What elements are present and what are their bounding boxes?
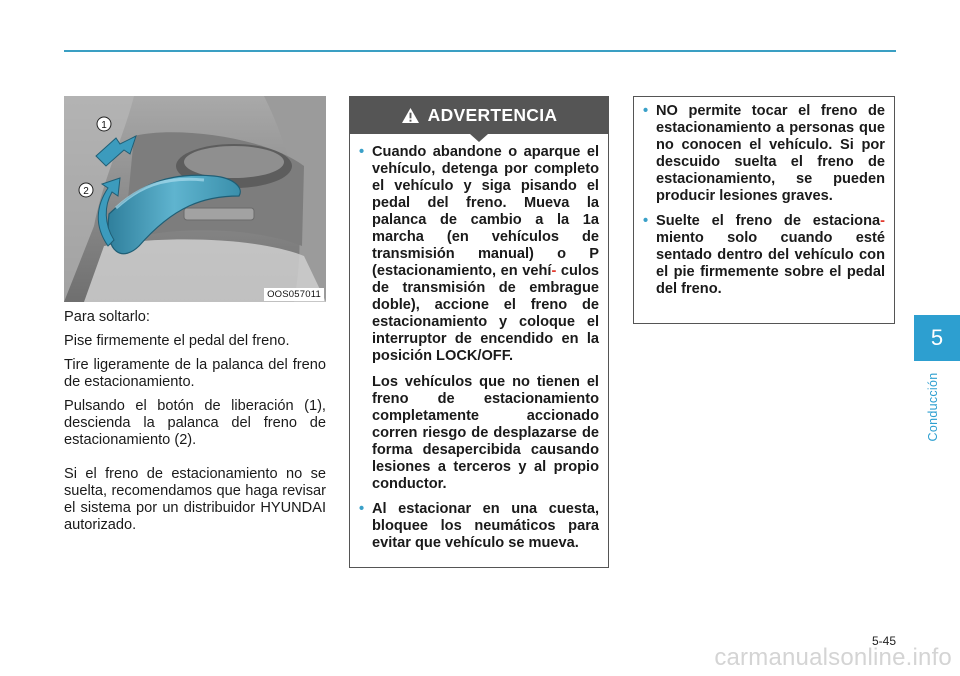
warning-title: ADVERTENCIA [427, 105, 558, 125]
warning-continued-bullet-1-text: NO permite tocar el freno de estacionamiento a personas que no conocen el vehículo. Si por descuido suelta el freno de estacionamiento, se pueden producir lesiones graves. [656, 103, 885, 204]
warning-continued-bullet-1 [643, 103, 885, 205]
bullet-dot: • [643, 213, 649, 229]
warning-triangle-icon [401, 107, 420, 124]
release-instructions [64, 309, 326, 541]
warning-continued-bullet-2 [643, 213, 885, 298]
figure-code: OOS057011 [264, 288, 324, 301]
callout-1 [97, 117, 111, 131]
hyphen-mark: - [880, 213, 885, 229]
warning-body [350, 134, 608, 552]
warning-bullet-1-text: Cuando abandone o aparque el vehículo, detenga por completo el vehículo y siga pisando el pedal del freno. Mueva la palanca de cambio a la 1a marcha (en vehículos de transmisión manual) o P (estacionamiento, en vehí- culos de transmisión de embrague doble), accione el freno de estacionamiento y coloque el interruptor de encendido en la posición LOCK/OFF. [372, 144, 599, 364]
svg-text:1: 1 [101, 120, 107, 131]
page-number: 5-45 [871, 634, 896, 648]
callout-2 [79, 183, 93, 197]
bullet-dot: • [359, 144, 365, 160]
watermark: carmanualsonline.info [714, 644, 952, 671]
warning-continued-bullet-2-text: Suelte el freno de estaciona- miento solo cuando esté sentado dentro del vehículo con el pie firmemente sobre el pedal del freno. [656, 213, 885, 297]
chapter-title: Conducción [926, 372, 940, 442]
hyphen-mark: - [551, 263, 557, 279]
warning-bullet-2-text: Al estacionar en una cuesta, bloquee los neumáticos para evitar que vehículo se mueva. [372, 501, 599, 551]
svg-text:2: 2 [83, 186, 89, 197]
warning-bullet-1 [359, 144, 599, 493]
warning-continued-box [633, 96, 895, 324]
instruction-heading: Para soltarlo: [64, 309, 150, 325]
parking-brake-illustration [64, 96, 326, 302]
parking-brake-figure [64, 96, 326, 302]
warning-bullet-1-para-2: Los vehículos que no tienen el freno de estacionamiento completamente accionado corren riesgo de desplazarse de forma desapercibida causando lesiones a terceros y al propio conductor. [372, 374, 599, 492]
instruction-step-1: Pise firmemente el pedal del freno. [64, 333, 290, 349]
chapter-number-tab: 5 [914, 315, 960, 361]
instruction-step-2: Tire ligeramente de la palanca del freno de estacionamiento. [64, 357, 326, 390]
warning-box [349, 96, 609, 568]
warning-bullet-2 [359, 501, 599, 552]
warning-header [350, 97, 608, 134]
bullet-dot: • [643, 103, 649, 119]
bullet-dot: • [359, 501, 365, 517]
instruction-step-3: Pulsando el botón de liberación (1), descienda la palanca del freno de estacionamiento (2). [64, 398, 326, 448]
top-rule [64, 50, 896, 52]
service-note: Si el freno de estacionamiento no se suelta, recomendamos que haga revisar el sistema por un distribuidor HYUNDAI autorizado. [64, 466, 326, 533]
